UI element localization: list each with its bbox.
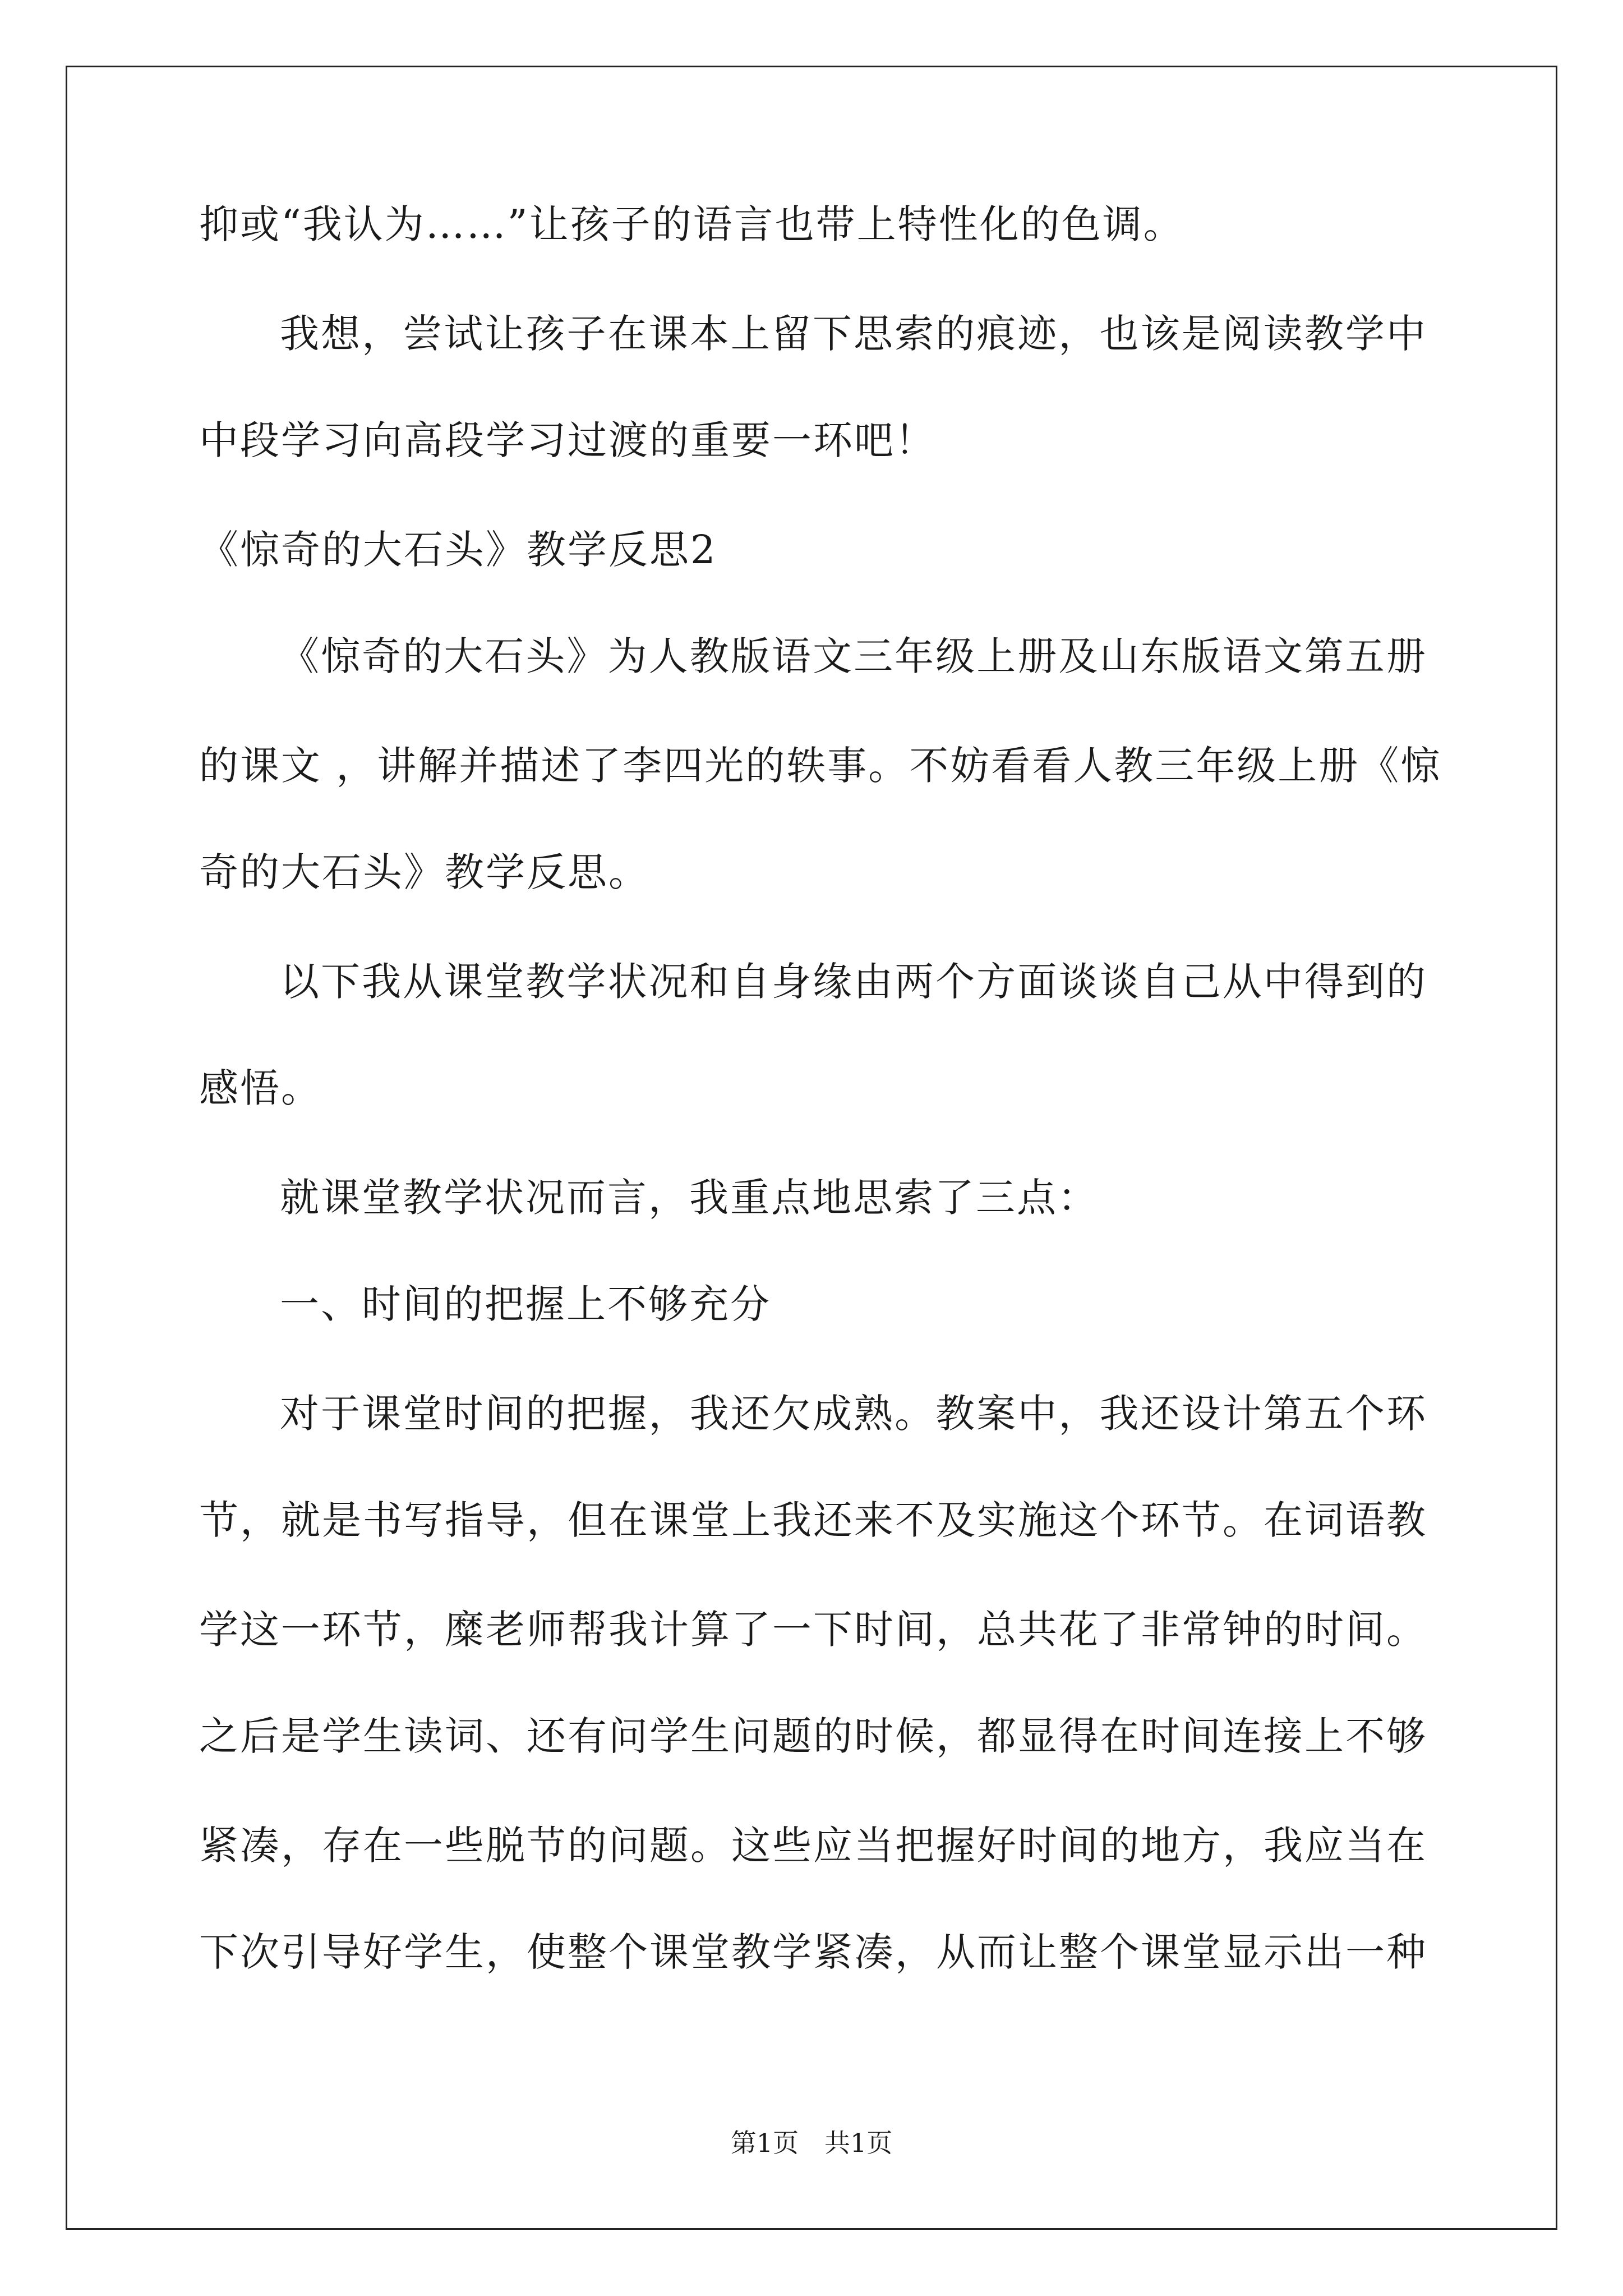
text-line-15: 之后是学生读词、还有问学生问题的时候，都显得在时间连接上不够 <box>199 1713 1427 1759</box>
text-line-10: 就课堂教学状况而言，我重点地思索了三点： <box>280 1175 1099 1221</box>
text-line-3: 中段学习向高段学习过渡的重要一环吧！ <box>199 417 936 463</box>
text-line-7: 奇的大石头》教学反思。 <box>199 849 649 895</box>
text-line-13: 节，就是书写指导，但在课堂上我还来不及实施这个环节。在词语教 <box>199 1497 1427 1543</box>
text-line-12: 对于课堂时间的把握，我还欠成熟。教案中，我还设计第五个环 <box>280 1391 1427 1437</box>
section-heading: 《惊奇的大石头》教学反思2 <box>199 527 717 573</box>
subheading-time-management: 一、时间的把握上不够充分 <box>280 1281 771 1327</box>
text-line-17: 下次引导好学生，使整个课堂教学紧凑，从而让整个课堂显示出一种 <box>199 1929 1427 1975</box>
page-footer: 第1页 共1页 <box>730 2128 893 2158</box>
text-line-9: 感悟。 <box>199 1065 322 1111</box>
text-line-8: 以下我从课堂教学状况和自身缘由两个方面谈谈自己从中得到的 <box>280 959 1427 1005</box>
text-line-1: 抑或“我认为……”让孩子的语言也带上特性化的色调。 <box>199 201 1184 247</box>
text-line-5: 《惊奇的大石头》为人教版语文三年级上册及山东版语文第五册 <box>280 633 1427 679</box>
text-line-16: 紧凑，存在一些脱节的问题。这些应当把握好时间的地方，我应当在 <box>199 1823 1427 1869</box>
text-line-14: 学这一环节，糜老师帮我计算了一下时间，总共花了非常钟的时间。 <box>199 1607 1427 1653</box>
page-border <box>66 66 1557 2230</box>
text-line-6: 的课文 ，讲解并描述了李四光的轶事。不妨看看人教三年级上册《惊 <box>199 743 1442 789</box>
text-line-2: 我想，尝试让孩子在课本上留下思索的痕迹，也该是阅读教学中 <box>280 311 1427 357</box>
